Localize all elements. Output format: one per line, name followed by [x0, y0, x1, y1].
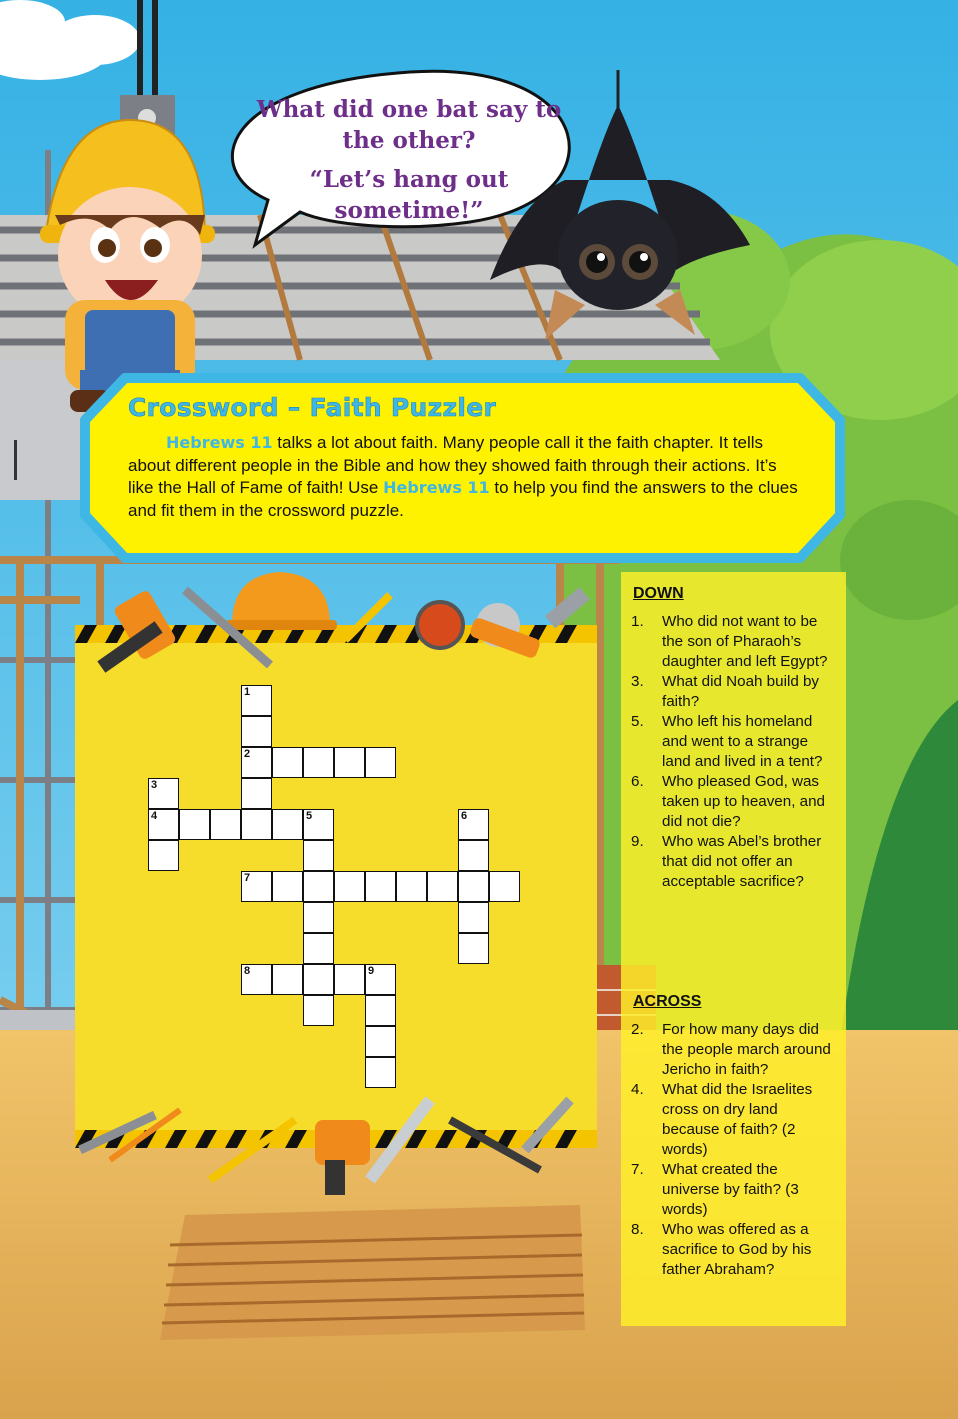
scripture-ref: Hebrews 11 [383, 478, 490, 497]
crossword-cell[interactable] [241, 809, 272, 840]
intro-text-part: talks a lot about faith. Many people call it the faith chapter. It tells about different people in the Bible and how they showed faith through their actions. It’s like the Hall of Fame of faith! Use [128, 433, 777, 497]
crossword-cell[interactable] [396, 871, 427, 902]
crossword-cell[interactable] [272, 809, 303, 840]
crossword-cell[interactable] [365, 964, 396, 995]
clue-number: 7. [631, 1161, 644, 1178]
crossword-cell[interactable] [458, 871, 489, 902]
crossword-cell[interactable] [365, 871, 396, 902]
down-heading: DOWN [633, 585, 684, 602]
crossword-cell[interactable] [148, 809, 179, 840]
crossword-cell[interactable] [334, 747, 365, 778]
crossword-cell[interactable] [303, 747, 334, 778]
clues-panel [621, 572, 846, 1326]
clue-number: 3. [631, 673, 644, 690]
clue-number: 2 [244, 748, 251, 760]
clue-number: 8 [244, 965, 251, 977]
crossword-cell[interactable] [241, 778, 272, 809]
across-heading: ACROSS [633, 993, 702, 1010]
crossword-cell[interactable] [272, 747, 303, 778]
clue-text: For how many days did the people march around Jericho in faith? [662, 1021, 831, 1078]
clue-number: 6 [461, 810, 468, 822]
clue-item [631, 772, 836, 832]
crossword-cell[interactable] [303, 871, 334, 902]
clue-item [631, 612, 836, 672]
clue-item [631, 712, 836, 772]
clue-item [631, 1160, 836, 1220]
crossword-cell[interactable] [303, 995, 334, 1026]
intro-text [128, 432, 804, 522]
clue-text: What created the universe by faith? (3 words) [662, 1161, 799, 1218]
clue-text: Who was Abel’s brother that did not offer an acceptable sacrifice? [662, 833, 822, 890]
crossword-cell[interactable] [272, 871, 303, 902]
drill-icon [315, 1120, 370, 1165]
clue-number: 4 [151, 810, 158, 822]
crossword-cell[interactable] [365, 1026, 396, 1057]
clue-text: What did Noah build by faith? [662, 673, 820, 710]
crossword-cell[interactable] [365, 995, 396, 1026]
construction-kid [40, 120, 215, 412]
joke-question: What did one bat say to the other? [256, 96, 562, 154]
crossword-cell[interactable] [303, 902, 334, 933]
crossword-cell[interactable] [303, 809, 334, 840]
crossword-cell[interactable] [241, 716, 272, 747]
crossword-cell[interactable] [210, 809, 241, 840]
crossword-cell[interactable] [303, 840, 334, 871]
clue-item [631, 1220, 836, 1280]
crossword-cell[interactable] [303, 933, 334, 964]
scripture-ref: Hebrews 11 [166, 433, 273, 452]
lumber-stack [160, 1205, 585, 1340]
across-clues [631, 1020, 836, 1280]
crossword-cell[interactable] [427, 871, 458, 902]
clue-text: Who was offered as a sacrifice to God by his father Abraham? [662, 1221, 812, 1278]
clue-number: 1. [631, 613, 644, 630]
clue-item [631, 672, 836, 712]
clue-number: 7 [244, 872, 251, 884]
crossword-cell[interactable] [179, 809, 210, 840]
crossword-cell[interactable] [489, 871, 520, 902]
clue-number: 9 [368, 965, 375, 977]
crossword-cell[interactable] [272, 964, 303, 995]
clue-number: 1 [244, 686, 251, 698]
crossword-cell[interactable] [458, 933, 489, 964]
crossword-cell[interactable] [458, 809, 489, 840]
crossword-cell[interactable] [241, 871, 272, 902]
crossword-cell[interactable] [241, 747, 272, 778]
crossword-cell[interactable] [334, 871, 365, 902]
clue-number: 2. [631, 1021, 644, 1038]
crossword-cell[interactable] [458, 840, 489, 871]
clue-number: 5 [306, 810, 313, 822]
page-title: Crossword – Faith Puzzler [128, 393, 497, 422]
joke-answer: “Let’s hang out sometime!” [309, 166, 509, 224]
clue-text: Who did not want to be the son of Pharaoh’s daughter and left Egypt? [662, 613, 828, 670]
clue-number: 5. [631, 713, 644, 730]
clue-number: 4. [631, 1081, 644, 1098]
clue-item [631, 832, 836, 892]
clue-text: Who left his homeland and went to a strange land and lived in a tent? [662, 713, 823, 770]
clue-text: What did the Israelites cross on dry land because of faith? (2 words) [662, 1081, 813, 1158]
crossword-cell[interactable] [458, 902, 489, 933]
clue-text: Who pleased God, was taken up to heaven, and did not die? [662, 773, 825, 830]
crossword-cell[interactable] [334, 964, 365, 995]
clue-item [631, 1080, 836, 1160]
crossword-cell[interactable] [365, 747, 396, 778]
intro-text-part: to help you find the answers to the clues and fit them in the crossword puzzle. [128, 478, 798, 520]
clue-number: 8. [631, 1221, 644, 1238]
crossword-cell[interactable] [303, 964, 334, 995]
grinder-icon [417, 602, 463, 648]
crossword-cell[interactable] [148, 778, 179, 809]
clue-item [631, 1020, 836, 1080]
crossword-cell[interactable] [365, 1057, 396, 1088]
clue-number: 3 [151, 779, 158, 791]
down-clues [631, 612, 836, 892]
crossword-cell[interactable] [241, 685, 272, 716]
crossword-cell[interactable] [241, 964, 272, 995]
crossword-cell[interactable] [148, 840, 179, 871]
clue-number: 9. [631, 833, 644, 850]
clue-number: 6. [631, 773, 644, 790]
